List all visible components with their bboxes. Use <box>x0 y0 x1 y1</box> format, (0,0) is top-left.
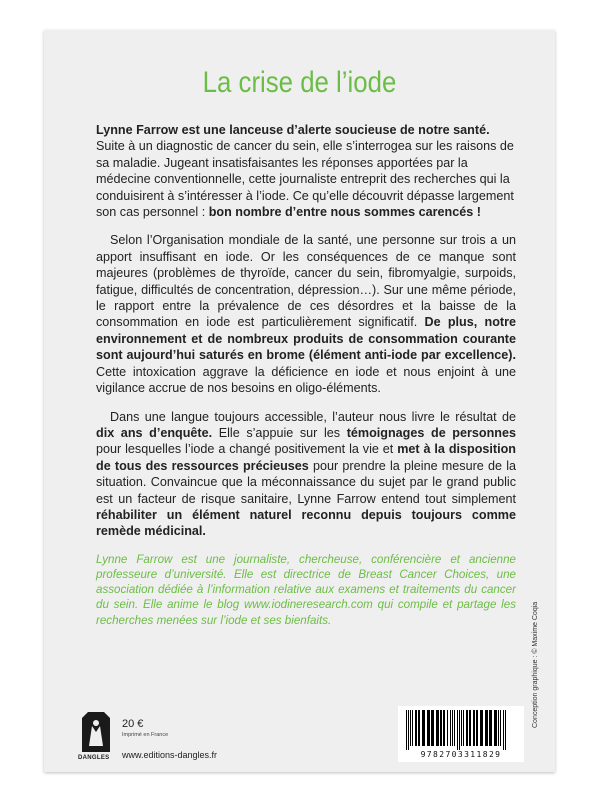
publisher-logo-text: DANGLES <box>78 755 110 761</box>
isbn-number: 9782703311829 <box>420 750 502 759</box>
p3-text-4: pour prendre la pleine mesure de la situation. Convaincue que la méconnaissance du sujet par le grand public est un facteur de risque sanitaire, Lynne Farrow entend tout simplement <box>96 458 517 506</box>
p3-emphasis-3: met à la disposition de tous des ressources précieuses <box>96 442 516 473</box>
design-credit: Conception graphique : © Maxime Coqia <box>532 601 539 728</box>
barcode-bars <box>404 710 518 750</box>
p1-text: Suite à un diagnostic de cancer du sein, elle s’interrogea sur les raisons de sa maladie. Jugeant insatisfaisantes les réponses apportées par la médecine conventionnelle, cette journaliste entreprit des recherches qui la conduisirent à s’intéresser à l’iode. Ce qu’elle découvrit dépasse largement son cas personnel : <box>96 139 514 220</box>
blurb <box>96 122 516 628</box>
paragraph-2 <box>96 232 516 396</box>
back-cover <box>44 30 555 772</box>
dangles-logo-icon <box>80 712 112 756</box>
p3-text-3: pour lesquelles l’iode a changé positivement la vie et <box>96 442 398 457</box>
p3-text-1: Dans une langue toujours accessible, l’auteur nous livre le résultat de <box>110 409 516 424</box>
printed-in: Imprimé en France <box>122 732 169 738</box>
p3-emphasis-2: témoignages de personnes <box>346 425 516 440</box>
p2-emphasis: De plus, notre environnement et de nombreux produits de consommation courante sont aujourd’hui saturés en brome (élément anti-iode par excellence). <box>96 315 516 363</box>
p2-text-end: Cette intoxication aggrave la déficience en iode et nous enjoint à une vigilance accrue de nos besoins en oligo-éléments. <box>96 364 516 396</box>
publisher-logo <box>80 712 112 756</box>
price: 20 € <box>122 718 144 730</box>
paragraph-3 <box>96 409 516 540</box>
p2-text: Selon l’Organisation mondiale de la santé, une personne sur trois a un apport insuffisant en iode. Or les conséquences de ce manque sont majeures (problèmes de thyroïde, cancer du sein, fibromyalgie, surpoids, fatigue, difficultés de concentration, dépression…). Sur une même période, le rapport entre la prévalence de ces désordres et la baisse de la consommation en iode est particulièrement significatif. <box>96 233 516 330</box>
p3-emphasis-4: réhabiliter un élément naturel reconnu depuis toujours comme remède médicinal. <box>96 507 516 539</box>
p1-lead: Lynne Farrow est une lanceuse d’alerte soucieuse de notre santé. <box>96 123 490 137</box>
author-bio: Lynne Farrow est une journaliste, chercheuse, conférencière et ancienne professeure d’université. Elle est directrice de Breast Cancer Choices, une association dédiée à l’information relative aux examens et traitements du cancer du sein. Elle anime le blog www.iodineresearch.com qui compile et partage les recherches menées sur l’iode et ses bienfaits. <box>96 552 516 627</box>
p3-emphasis-1: dix ans d’enquête. <box>96 425 213 440</box>
isbn-barcode <box>398 706 524 762</box>
publisher-website: www.editions-dangles.fr <box>122 750 218 760</box>
book-title: La crise de l’iode <box>202 66 397 99</box>
p3-text-2: Elle s’appuie sur les <box>212 425 347 440</box>
paragraph-1 <box>96 122 516 220</box>
p1-emphasis: bon nombre d’entre nous sommes carencés ! <box>208 205 481 220</box>
